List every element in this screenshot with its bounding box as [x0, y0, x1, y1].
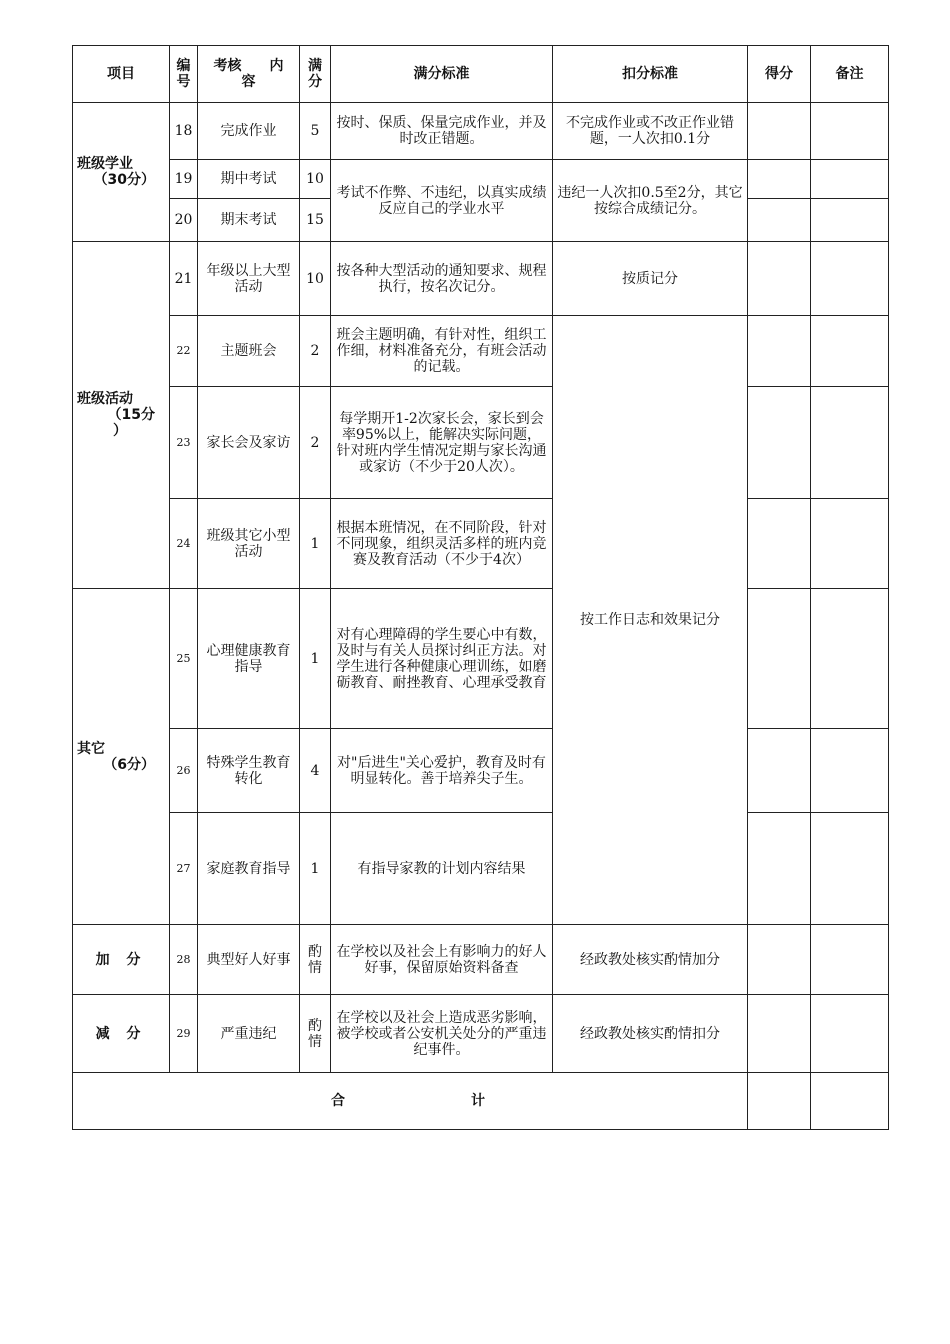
score-cell[interactable] [748, 242, 811, 316]
row-full-standard: 在学校以及社会上有影响力的好人好事，保留原始资料备查 [331, 925, 553, 995]
row-no: 29 [170, 995, 198, 1073]
row-content: 典型好人好事 [198, 925, 300, 995]
row-full-score: 酌情 [300, 995, 331, 1073]
remark-cell[interactable] [811, 499, 889, 589]
score-cell[interactable] [748, 589, 811, 729]
row-content: 严重违纪 [198, 995, 300, 1073]
row-no: 19 [170, 160, 198, 199]
remark-cell[interactable] [811, 242, 889, 316]
header-content: 考核 内 容 [198, 46, 300, 103]
score-cell[interactable] [748, 199, 811, 242]
table-row [73, 589, 889, 729]
category-other: 其它 （6分） [73, 589, 170, 925]
total-label: 合 计 [73, 1073, 748, 1130]
total-remark-cell[interactable] [811, 1073, 889, 1130]
row-content: 期中考试 [198, 160, 300, 199]
row-full-standard: 在学校以及社会上造成恶劣影响，被学校或者公安机关处分的严重违纪事件。 [331, 995, 553, 1073]
row-full-score: 4 [300, 729, 331, 813]
row-content: 年级以上大型活动 [198, 242, 300, 316]
row-full-score: 1 [300, 813, 331, 925]
header-item: 项目 [73, 46, 170, 103]
category-bonus: 加 分 [73, 925, 170, 995]
row-deduct-standard: 不完成作业或不改正作业错题，一人次扣0.1分 [553, 103, 748, 160]
header-remark: 备注 [811, 46, 889, 103]
row-full-standard: 有指导家教的计划内容结果 [331, 813, 553, 925]
row-content: 家长会及家访 [198, 387, 300, 499]
table-row [73, 242, 889, 316]
score-cell[interactable] [748, 316, 811, 387]
remark-cell[interactable] [811, 387, 889, 499]
row-full-score: 5 [300, 103, 331, 160]
header-deduct-standard: 扣分标准 [553, 46, 748, 103]
category-academic: 班级学业 （30分） [73, 103, 170, 242]
row-no: 18 [170, 103, 198, 160]
total-row [73, 1073, 889, 1130]
row-content: 特殊学生教育转化 [198, 729, 300, 813]
remark-cell[interactable] [811, 316, 889, 387]
score-cell[interactable] [748, 729, 811, 813]
remark-cell[interactable] [811, 103, 889, 160]
row-full-standard: 按时、保质、保量完成作业，并及时改正错题。 [331, 103, 553, 160]
row-full-standard: 每学期开1-2次家长会，家长到会率95%以上，能解决实际问题，针对班内学生情况定期与家长沟通或家访（不少于20人次）。 [331, 387, 553, 499]
score-cell[interactable] [748, 387, 811, 499]
row-full-score: 10 [300, 160, 331, 199]
row-no: 23 [170, 387, 198, 499]
remark-cell[interactable] [811, 199, 889, 242]
row-no: 22 [170, 316, 198, 387]
row-full-score: 1 [300, 589, 331, 729]
table-row [73, 387, 889, 499]
row-full-standard: 根据本班情况，在不同阶段，针对不同现象，组织灵活多样的班内竞赛及教育活动（不少于4次） [331, 499, 553, 589]
row-deduct-standard: 经政教处核实酌情加分 [553, 925, 748, 995]
header-no: 编号 [170, 46, 198, 103]
row-content: 班级其它小型活动 [198, 499, 300, 589]
category-activity: 班级活动 （15分 ） [73, 242, 170, 589]
row-full-standard: 对"后进生"关心爱护，教育及时有明显转化。善于培养尖子生。 [331, 729, 553, 813]
remark-cell[interactable] [811, 995, 889, 1073]
row-content: 期末考试 [198, 199, 300, 242]
table-row [73, 499, 889, 589]
score-cell[interactable] [748, 813, 811, 925]
row-no: 21 [170, 242, 198, 316]
row-full-score: 1 [300, 499, 331, 589]
header-row [73, 46, 889, 103]
row-no: 26 [170, 729, 198, 813]
remark-cell[interactable] [811, 160, 889, 199]
table-row [73, 995, 889, 1073]
total-score-cell[interactable] [748, 1073, 811, 1130]
remark-cell[interactable] [811, 589, 889, 729]
exam-full-standard: 考试不作弊、不违纪，以真实成绩反应自己的学业水平 [331, 160, 553, 242]
row-full-standard: 对有心理障碍的学生要心中有数，及时与有关人员探讨纠正方法。对学生进行各种健康心理训练，如磨砺教育、耐挫教育、心理承受教育 [331, 589, 553, 729]
remark-cell[interactable] [811, 925, 889, 995]
table-row [73, 813, 889, 925]
row-no: 24 [170, 499, 198, 589]
row-no: 28 [170, 925, 198, 995]
row-full-standard: 按各种大型活动的通知要求、规程执行，按名次记分。 [331, 242, 553, 316]
row-full-score: 10 [300, 242, 331, 316]
header-score: 得分 [748, 46, 811, 103]
row-deduct-standard: 按质记分 [553, 242, 748, 316]
score-cell[interactable] [748, 103, 811, 160]
header-full-standard: 满分标准 [331, 46, 553, 103]
row-deduct-standard: 经政教处核实酌情扣分 [553, 995, 748, 1073]
row-content: 家庭教育指导 [198, 813, 300, 925]
table-row [73, 925, 889, 995]
table-row [73, 103, 889, 160]
row-full-standard: 班会主题明确，有针对性，组织工作细，材料准备充分，有班会活动的记载。 [331, 316, 553, 387]
table-row [73, 160, 889, 199]
row-no: 27 [170, 813, 198, 925]
worklog-deduct-standard: 按工作日志和效果记分 [553, 316, 748, 925]
score-cell[interactable] [748, 160, 811, 199]
assessment-table [72, 45, 889, 1130]
row-content: 主题班会 [198, 316, 300, 387]
row-no: 20 [170, 199, 198, 242]
row-content: 完成作业 [198, 103, 300, 160]
row-content: 心理健康教育指导 [198, 589, 300, 729]
row-full-score: 2 [300, 316, 331, 387]
table-row [73, 729, 889, 813]
header-full-score: 满分 [300, 46, 331, 103]
row-full-score: 15 [300, 199, 331, 242]
exam-deduct-standard: 违纪一人次扣0.5至2分，其它按综合成绩记分。 [553, 160, 748, 242]
row-full-score: 2 [300, 387, 331, 499]
table-row [73, 316, 889, 387]
category-penalty: 减 分 [73, 995, 170, 1073]
row-no: 25 [170, 589, 198, 729]
score-cell[interactable] [748, 925, 811, 995]
score-cell[interactable] [748, 499, 811, 589]
remark-cell[interactable] [811, 813, 889, 925]
row-full-score: 酌情 [300, 925, 331, 995]
remark-cell[interactable] [811, 729, 889, 813]
score-cell[interactable] [748, 995, 811, 1073]
